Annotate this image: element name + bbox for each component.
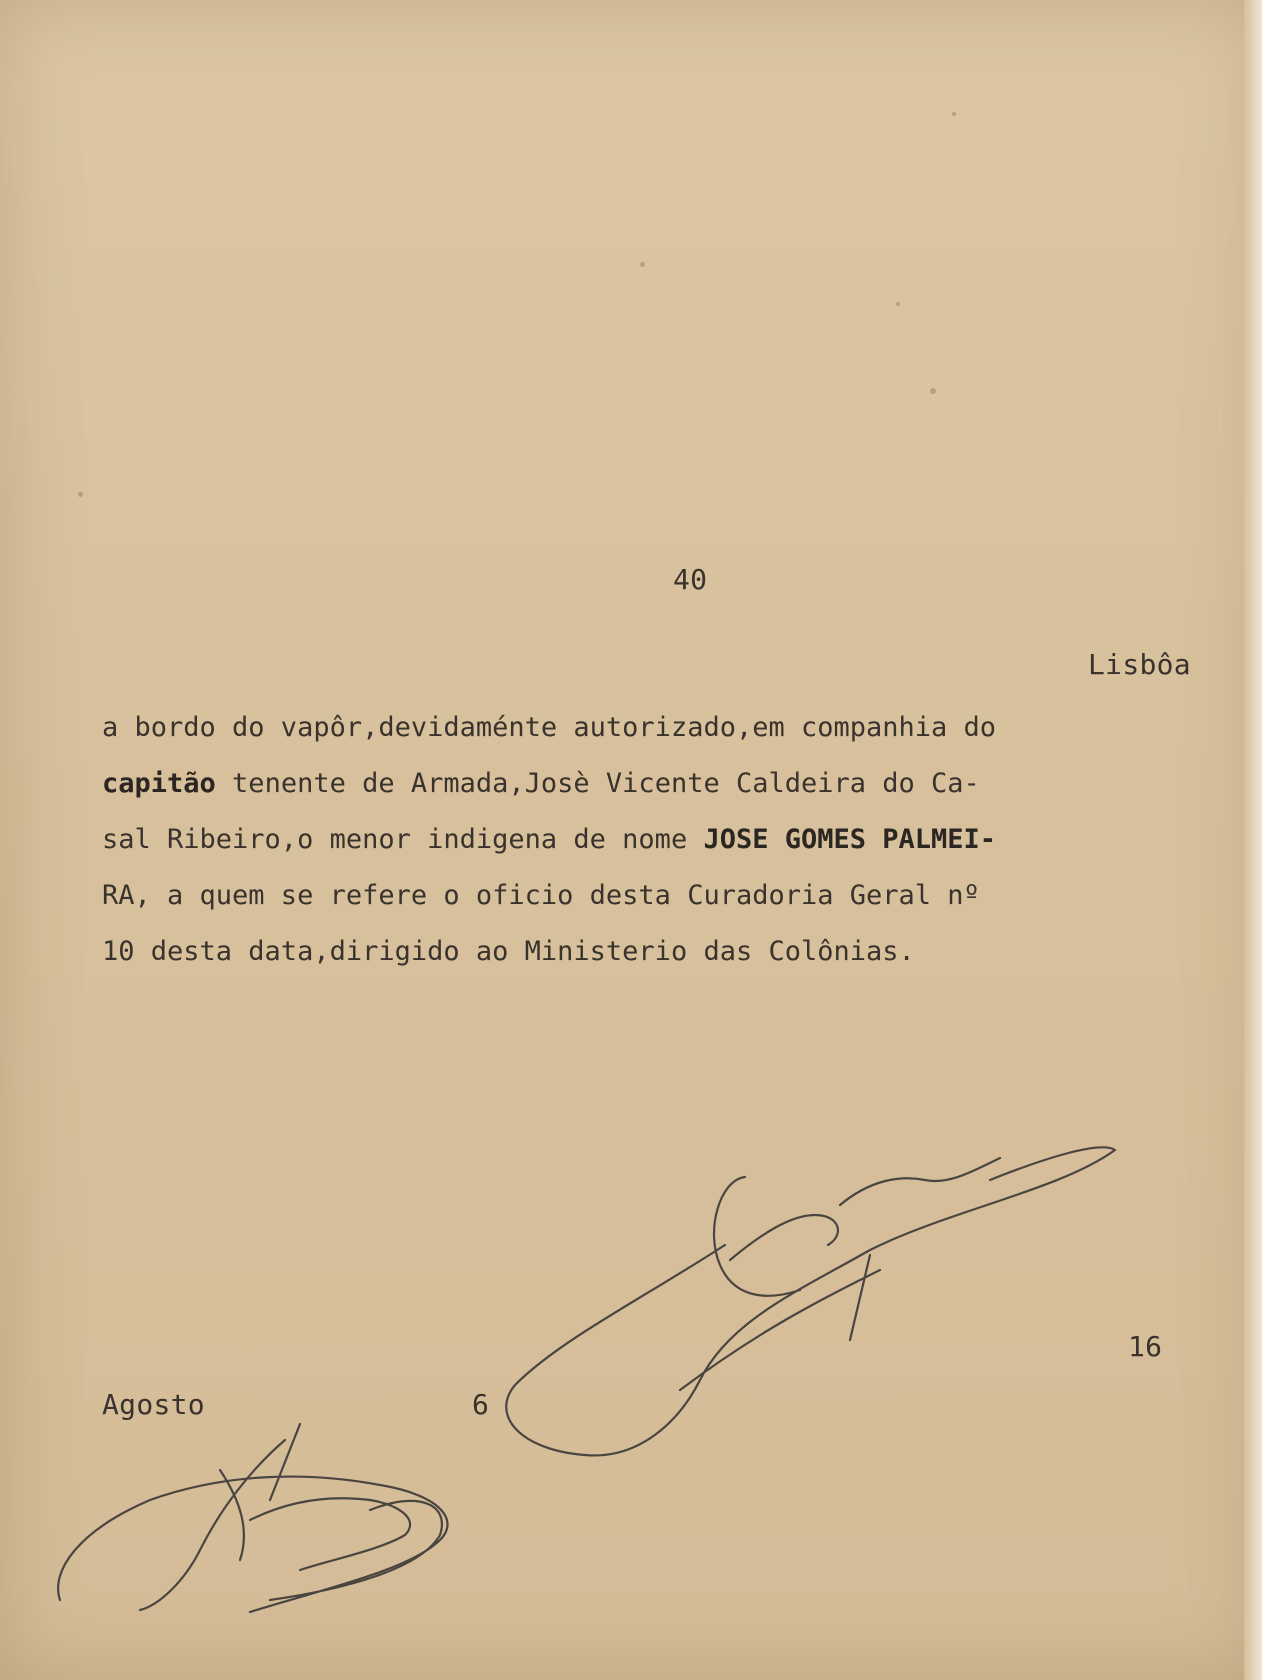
page-number: 40 [673,563,708,596]
page-edge [1244,0,1262,1680]
date-day: 6 [472,1388,490,1421]
paper-spot [78,492,83,497]
body-line-2 [102,756,996,812]
body-line-3-text: sal Ribeiro,o menor indigena de nome [102,824,704,855]
body-line-1: a bordo do vapôr,devidaménte autorizado,em companhia do [102,712,997,743]
body-line-3 [102,812,996,868]
body-line-4: RA, a quem se refere o oficio desta Curadoria Geral nº [102,880,980,911]
paper-spot [952,112,956,116]
secondary-signature [58,1424,447,1612]
paper-spot [896,302,900,306]
date-month: Agosto [102,1388,205,1421]
paper-spot [640,262,645,267]
date-day-number: 16 [1128,1330,1163,1363]
body-line-2-text: tenente de Armada,Josè Vicente Caldeira do Ca- [215,768,980,799]
minor-name: JOSE GOMES PALMEI- [703,824,997,855]
paper-spot [930,388,936,394]
body-line-5: 10 desta data,dirigido ao Ministerio das Colônias. [102,936,915,967]
body-text [102,700,996,980]
struck-word: capitão [102,768,216,799]
place-name: Lisbôa [1088,648,1191,681]
main-signature [506,1147,1115,1455]
